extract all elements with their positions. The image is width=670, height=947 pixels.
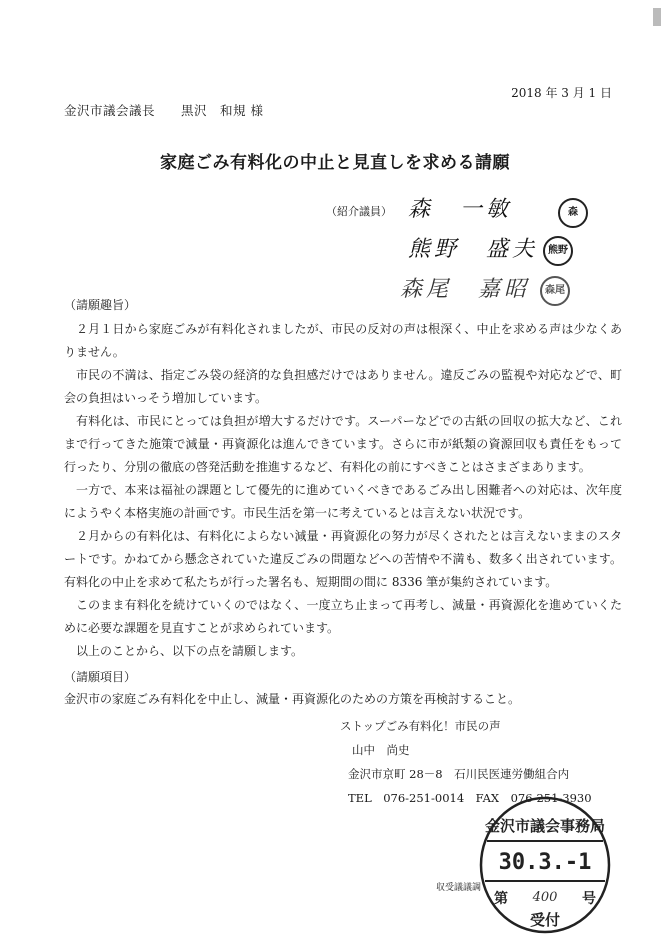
introducer-signature: 森 一敏 [408,197,513,222]
seal-icon: 森尾 [540,276,570,306]
purpose-paragraph: ２月からの有料化は、有料化によらない減量・再資源化の努力が尽くされたとは言えないままのスタートです。かねてから懸念されていた違反ごみの問題などへの苦情や不満も、数多く出されています。有料化の中止を求めて私たちが行った署名も、短期間の間に 8336 筆が集約されています。 [64,529,622,589]
sender-contact: TEL 076-251-0014 FAX 076-251-3930 [348,791,592,805]
items-text: 金沢市の家庭ごみ有料化を中止し、減量・再資源化のための方策を再検討すること。 [64,692,521,706]
stamp-office: 金沢市議会事務局 [484,817,606,835]
sender-address: 金沢市京町 28－8 石川民医連労働組合内 [348,767,570,781]
seal-icon: 森 [558,198,588,228]
stamp-number: 400 [532,890,558,905]
purpose-paragraph: 以上のことから、以下の点を請願します。 [76,644,304,658]
introducer-signature: 熊野 盛夫 [408,237,539,262]
introducer-signature: 森尾 嘉昭 [400,277,531,302]
purpose-paragraph: このまま有料化を続けていくのではなく、一度立ち止まって再考し、減量・再資源化を進めていくために必要な課題を見直すことが求められています。 [64,598,622,635]
introducer-label: （紹介議員） [326,205,392,218]
stamp-number-suffix: 号 [582,891,596,907]
scan-mark [653,8,661,26]
sender-org: ストップごみ有料化！市民の声 [340,719,501,733]
stamp-received: 受付 [529,911,561,929]
purpose-paragraph: 市民の不満は、指定ごみ袋の経済的な負担感だけではありません。違反ごみの監視や対応などで、町会の負担はいっそう増加しています。 [64,368,622,405]
addressee: 金沢市議会議長 黒沢 和規 様 [64,103,264,118]
stamp-label: 収受議議調 [436,883,482,893]
sender-name: 山中 尚史 [352,743,410,757]
items-heading: （請願項目） [64,670,137,684]
reception-stamp [477,795,613,935]
stamp-date: 30.3.-1 [498,850,592,875]
seal-icon: 熊野 [543,236,573,266]
purpose-paragraph: 有料化は、市民にとっては負担が増大するだけです。スーパーなどでの古紙の回収の拡大など、これまで行ってきた施策で減量・再資源化は進んできています。さらに市が紙類の資源回収も責任をもって行ったり、分別の徹底の啓発活動を推進するなど、有料化の前にすべきことはさまざまあります。 [64,414,622,474]
document-date: 2018 年 3 月 1 日 [511,86,612,100]
purpose-paragraph: 一方で、本来は福祉の課題として優先的に進めていくべきであるごみ出し困難者への対応は、次年度にようやく本格実施の計画です。市民生活を第一に考えているとは言えない状況です。 [64,483,622,520]
stamp-number-prefix: 第 [494,891,508,907]
purpose-heading: （請願趣旨） [64,298,137,312]
page-title: 家庭ごみ有料化の中止と見直しを求める請願 [160,153,510,173]
purpose-paragraph: ２月１日から家庭ごみが有料化されましたが、市民の反対の声は根深く、中止を求める声は少なくありません。 [64,322,622,359]
